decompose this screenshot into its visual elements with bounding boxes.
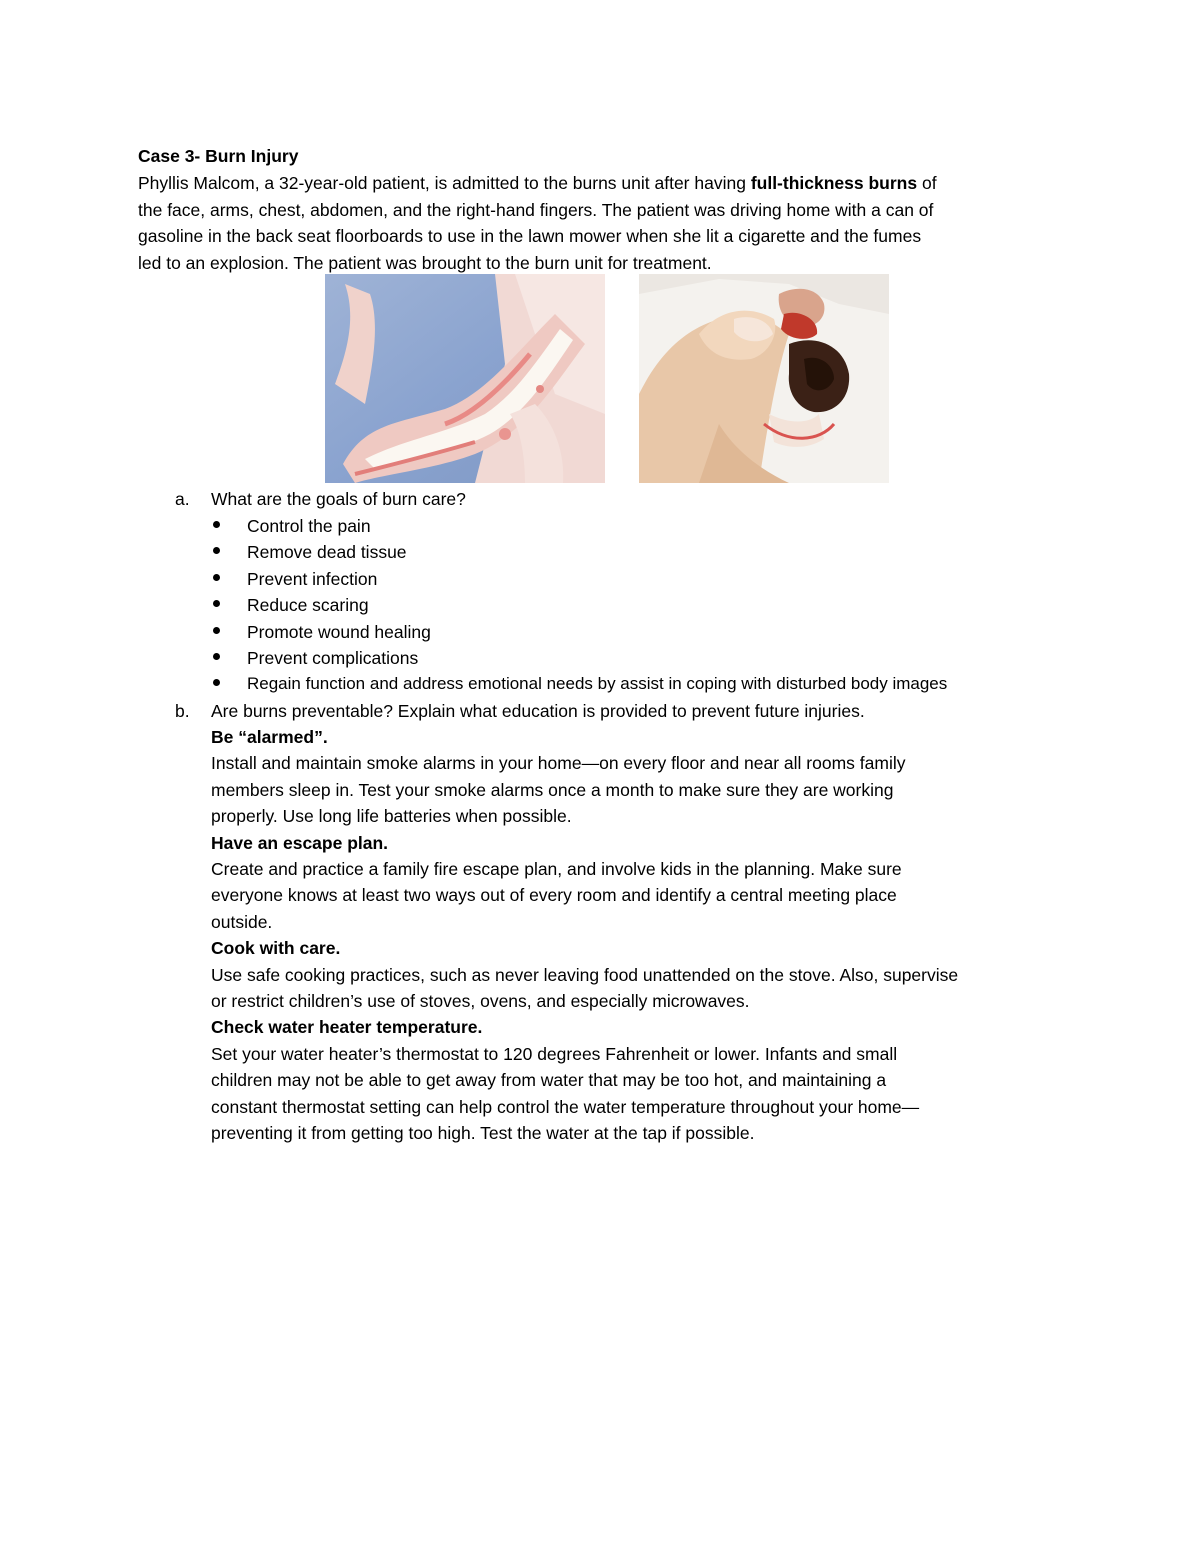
list-item: Prevent complications [247,648,419,668]
case-title: Case 3- Burn Injury [138,146,299,166]
intro-line: the face, arms, chest, abdomen, and the right-hand fingers. The patient was driving home with a can of [138,200,934,220]
tip-body-line: Set your water heater’s thermostat to 120 degrees Fahrenheit or lower. Infants and small [211,1044,898,1064]
tip-body-line: or restrict children’s use of stoves, ovens, and especially microwaves. [211,991,750,1011]
list-item: Regain function and address emotional needs by assist in coping with disturbed body images [247,674,948,693]
question-a-text: What are the goals of burn care? [211,489,466,509]
list-item: Remove dead tissue [247,542,407,562]
question-b-marker: b. [175,701,190,721]
tip-body-line: Install and maintain smoke alarms in your home—on every floor and near all rooms family [211,753,906,773]
tip-heading: Check water heater temperature. [211,1017,483,1037]
bullet-icon [211,592,221,602]
list-item: Control the pain [247,516,371,536]
burned-arm-photo [325,274,605,483]
tip-body-line: constant thermostat setting can help control the water temperature throughout your home— [211,1097,920,1117]
list-item: Prevent infection [247,569,378,589]
tip-body-line: Create and practice a family fire escape plan, and involve kids in the planning. Make sure [211,859,902,879]
tip-body-line: outside. [211,912,273,932]
bullet-icon [211,619,221,629]
list-item: Promote wound healing [247,622,431,642]
question-b-text: Are burns preventable? Explain what education is provided to prevent future injuries. [211,701,865,721]
list-item: Reduce scaring [247,595,369,615]
tip-heading: Be “alarmed”. [211,727,328,747]
tip-body-line: children may not be able to get away from water that may be too hot, and maintaining a [211,1070,887,1090]
burn-type: full-thickness burns [750,173,918,193]
tip-body-line: properly. Use long life batteries when possible. [211,806,572,826]
tip-heading: Have an escape plan. [211,833,389,853]
burned-fingers-photo [639,274,889,483]
tip-body-line: everyone knows at least two ways out of every room and identify a central meeting place [211,885,897,905]
tip-body-line: preventing it from getting too high. Test the water at the tap if possible. [211,1123,755,1143]
intro-line: Phyllis Malcom, a 32-year-old patient, is admitted to the burns unit after having full-thickness burns of [138,173,937,193]
bullet-icon [211,566,221,576]
intro-line: gasoline in the back seat floorboards to use in the lawn mower when she lit a cigarette and the fumes [138,226,922,246]
bullet-icon [211,645,221,655]
intro-line: led to an explosion. The patient was brought to the burn unit for treatment. [138,253,712,273]
tip-heading: Cook with care. [211,938,341,958]
tip-body-line: members sleep in. Test your smoke alarms once a month to make sure they are working [211,780,894,800]
bullet-icon [211,671,221,681]
bullet-icon [211,513,221,523]
question-a-marker: a. [175,489,190,509]
bullet-icon [211,539,221,549]
tip-body-line: Use safe cooking practices, such as never leaving food unattended on the stove. Also, supervise [211,965,959,985]
